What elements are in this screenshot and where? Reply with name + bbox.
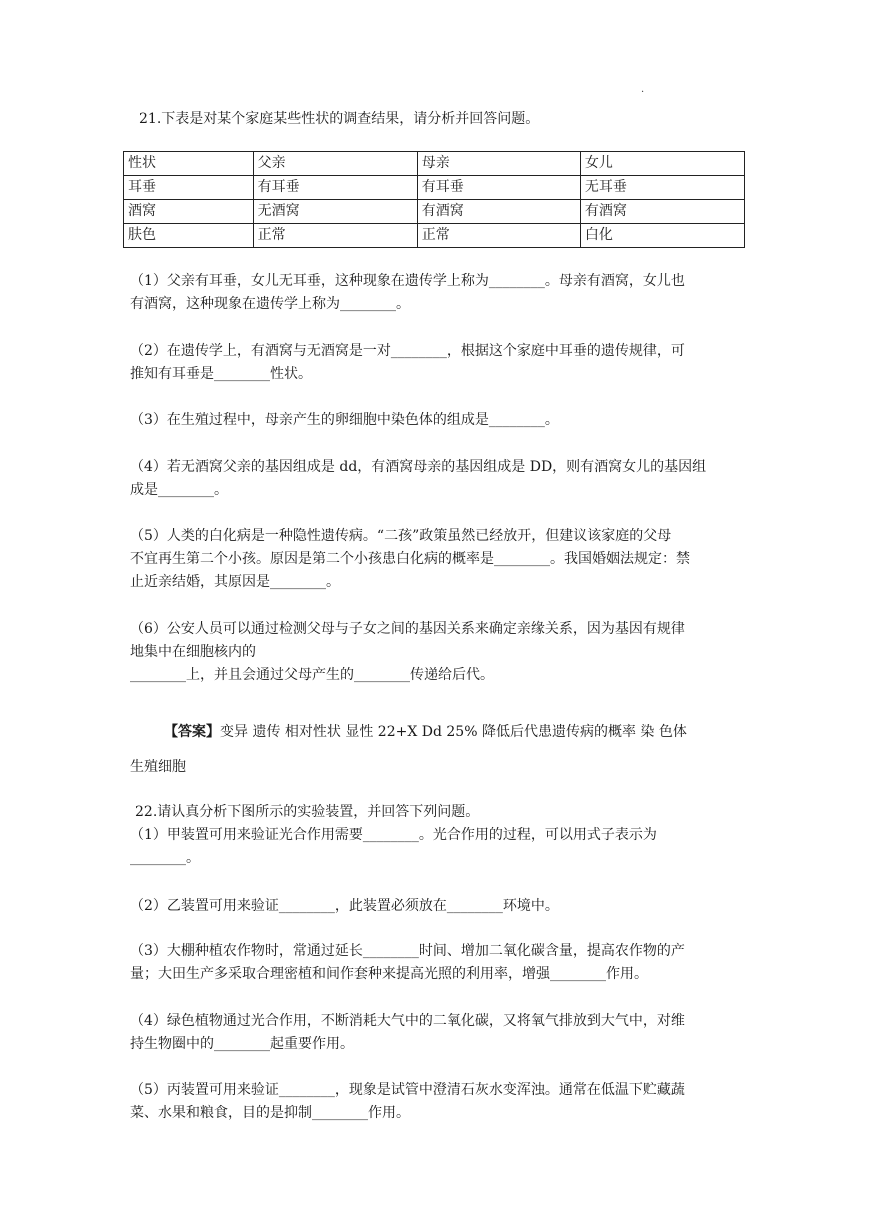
q21-line: 地集中在细胞核内的 [130, 644, 256, 660]
table-cell: 无耳垂 [580, 176, 744, 200]
table-row [124, 176, 745, 200]
table-row [124, 200, 745, 224]
table-cell: 酒窝 [124, 200, 254, 224]
table-cell: 白化 [580, 224, 744, 248]
q21-line: 推知有耳垂是________性状。 [130, 366, 312, 382]
q22-line: （5）丙装置可用来验证________，现象是试管中澄清石灰水变浑浊。通常在低温下贮藏蔬 [130, 1082, 685, 1098]
q21-line: 不宜再生第二个小孩。原因是第二个小孩患白化病的概率是________。我国婚姻法规定：禁 [130, 551, 690, 567]
table-header-cell: 女儿 [580, 152, 744, 176]
q21-line: 成是________。 [130, 482, 228, 498]
q22-line: （2）乙装置可用来验证________，此装置必须放在________环境中。 [130, 898, 559, 914]
table-cell: 有酒窝 [580, 200, 744, 224]
q22-line: ________。 [130, 850, 200, 866]
table-header-cell: 母亲 [417, 152, 580, 176]
q21-title: 21.下表是对某个家庭某些性状的调查结果，请分析并回答问题。 [139, 111, 540, 127]
answer-tag: 【答案】 [164, 724, 220, 740]
q21-line: （3）在生殖过程中，母亲产生的卵细胞中染色体的组成是________。 [130, 412, 559, 428]
q21-line: 有酒窝，这种现象在遗传学上称为________。 [130, 296, 410, 312]
q21-line: 止近亲结婚，其原因是________。 [130, 574, 340, 590]
table-cell: 无酒窝 [253, 200, 417, 224]
table-cell: 耳垂 [124, 176, 254, 200]
q21-line: ________上，并且会通过父母产生的________传递给后代。 [130, 667, 494, 683]
table-cell: 正常 [253, 224, 417, 248]
q22-title: 22.请认真分析下图所示的实验装置，并回答下列问题。 [135, 804, 480, 820]
q22-line: （4）绿色植物通过光合作用，不断消耗大气中的二氧化碳，又将氧气排放到大气中，对维 [130, 1013, 685, 1029]
table-cell: 有耳垂 [253, 176, 417, 200]
q21-line: （5）人类的白化病是一种隐性遗传病。“二孩”政策虽然已经放开，但建议该家庭的父母 [130, 528, 672, 544]
table-cell: 肤色 [124, 224, 254, 248]
table-cell: 有耳垂 [417, 176, 580, 200]
q21-line: （4）若无酒窝父亲的基因组成是 dd，有酒窝母亲的基因组成是 DD，则有酒窝女儿的基因组 [130, 459, 707, 475]
table-cell: 正常 [417, 224, 580, 248]
q22-line: 量；大田生产多采取合理密植和间作套种来提高光照的利用率，增强________作用。 [130, 966, 648, 982]
table-row [124, 224, 745, 248]
table-header-cell: 父亲 [253, 152, 417, 176]
answer-continuation: 生殖细胞 [130, 759, 186, 775]
q22-line: （3）大棚种植农作物时，常通过延长________时间、增加二氧化碳含量，提高农作物的产 [130, 943, 685, 959]
answer-line [164, 722, 687, 742]
q22-line: 菜、水果和粮食，目的是抑制________作用。 [130, 1105, 410, 1121]
q22-line: （1）甲装置可用来验证光合作用需要________。光合作用的过程，可以用式子表示为 [130, 827, 657, 843]
table-header-row [124, 152, 745, 176]
answer-text: 变异 遗传 相对性状 显性 22+X Dd 25% 降低后代患遗传病的概率 染 色体 [220, 724, 687, 740]
q21-line: （1）父亲有耳垂，女儿无耳垂，这种现象在遗传学上称为________。母亲有酒窝，女儿也 [130, 273, 685, 289]
trait-survey-table [123, 151, 745, 248]
table-header-cell: 性状 [124, 152, 254, 176]
q21-line: （6）公安人员可以通过检测父母与子女之间的基因关系来确定亲缘关系，因为基因有规律 [130, 621, 685, 637]
q21-line: （2）在遗传学上，有酒窝与无酒窝是一对________，根据这个家庭中耳垂的遗传规律，可 [130, 343, 685, 359]
q22-line: 持生物圈中的________起重要作用。 [130, 1036, 354, 1052]
table-cell: 有酒窝 [417, 200, 580, 224]
page-dot-mark: · [641, 87, 645, 98]
